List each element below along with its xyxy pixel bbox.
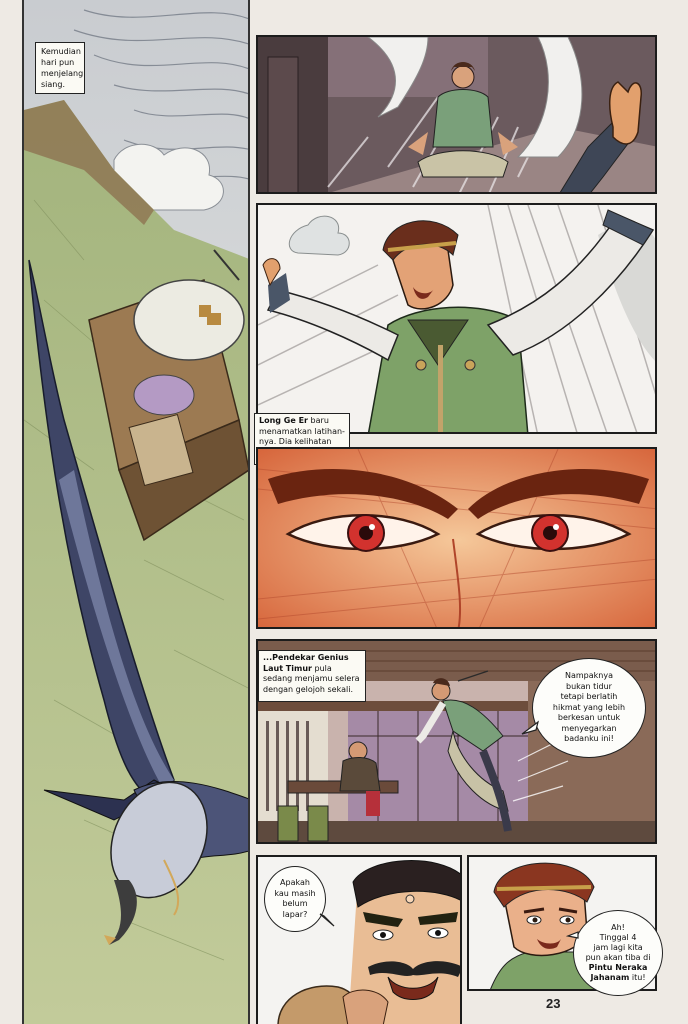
- meditation-illustration: [258, 37, 657, 194]
- eagle-ship-illustration: [24, 0, 250, 1024]
- bubble-line: menyegarkan: [561, 723, 617, 733]
- bubble-tail: [520, 720, 540, 740]
- caption-line: [263, 664, 361, 675]
- caption-line: [259, 416, 345, 427]
- caption-line: sedang menjamu selera: [263, 674, 360, 683]
- caption-text: baru: [308, 416, 329, 425]
- caption-line: [263, 653, 361, 664]
- caption-panel-5: [258, 650, 366, 702]
- stretch-illustration: [258, 205, 657, 434]
- bubble-line: Tinggal 4: [599, 933, 637, 942]
- speech-bubble-destination: [573, 910, 663, 996]
- bubble-line: kau masih: [274, 888, 316, 898]
- bubble-line: Apakah: [280, 878, 310, 887]
- panel-eagle-ship: [22, 0, 250, 1024]
- character-name: ...Pendekar Genius: [263, 653, 349, 662]
- character-name: Laut Timur: [263, 663, 312, 673]
- character-name: Long Ge Er: [259, 416, 308, 425]
- bubble-line: badanku ini!: [564, 734, 614, 744]
- bubble-line: itu!: [629, 973, 646, 982]
- bubble-line: pun akan tiba di: [585, 953, 651, 962]
- speech-bubble-training: [532, 658, 646, 758]
- bubble-line: bukan tidur: [566, 681, 612, 691]
- bubble-line: Nampaknya: [565, 671, 613, 681]
- caption-line: nya. Dia kelihatan: [259, 437, 332, 446]
- bubble-tail: [318, 912, 336, 930]
- bubble-line: belum: [282, 899, 308, 908]
- bubble-line: hikmat yang lebih: [552, 702, 626, 712]
- place-name: Jahanam: [590, 973, 630, 982]
- caption-line: hari pun: [41, 58, 75, 67]
- place-name: Pintu Neraka: [588, 963, 648, 972]
- bubble-line: lapar?: [282, 909, 308, 919]
- bubble-line: Ah!: [611, 923, 625, 932]
- caption-line: siang.: [41, 80, 65, 89]
- panel-meditation: [256, 35, 657, 194]
- bubble-text: [586, 923, 651, 983]
- bubble-text: [553, 671, 625, 745]
- caption-line: menjelang: [41, 69, 84, 78]
- bubble-line: jam lagi kita: [593, 943, 643, 952]
- speech-bubble-hungry: [264, 866, 326, 932]
- bubble-line: tetapi berlatih: [560, 692, 618, 702]
- panel-eyes: [256, 447, 657, 629]
- bubble-text: [274, 878, 315, 920]
- caption-line: dengan gelojoh sekali.: [263, 684, 353, 694]
- page-number: 23: [546, 996, 561, 1011]
- bubble-line: berkesan untuk: [557, 713, 621, 723]
- eyes-illustration: [258, 449, 657, 629]
- bubble-tail: [566, 930, 580, 944]
- panel-stretch: [256, 203, 657, 434]
- caption-line: Kemudian: [41, 47, 81, 56]
- caption-text: pula: [311, 663, 332, 673]
- caption-line: menamatkan latihan-: [259, 426, 345, 436]
- caption-left: [35, 42, 85, 94]
